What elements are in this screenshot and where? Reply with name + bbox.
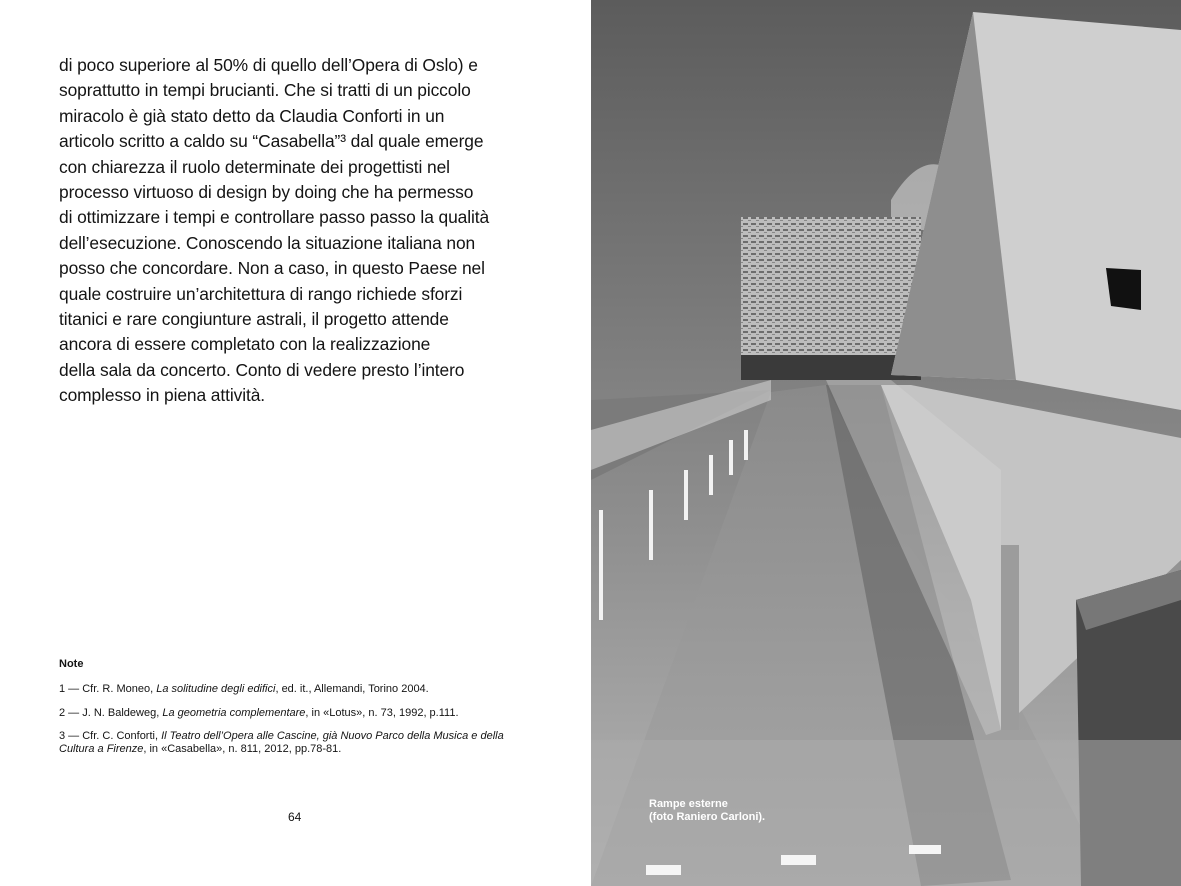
note-1	[59, 683, 539, 696]
body-line: di ottimizzare i tempi e controllare passo passo la qualità	[59, 207, 490, 228]
note-1-title: La solitudine degli edifici	[156, 683, 276, 695]
note-3-title: Il Teatro dell’Opera alle Cascine, già Nuovo Parco della Musica e della Cultura a Firenze	[59, 730, 504, 755]
ramp-photo	[591, 0, 1181, 886]
right-railing-post	[1001, 545, 1019, 730]
body-line: soprattutto in tempi brucianti. Che si tratti di un piccolo	[59, 80, 471, 101]
body-line: con chiarezza il ruolo determinate dei progettisti nel	[59, 156, 450, 177]
note-3	[59, 730, 539, 755]
body-line: miracolo è già stato detto da Claudia Conforti in un	[59, 105, 445, 126]
note-1-text: 1 — Cfr. R. Moneo,	[59, 683, 157, 695]
body-line: dell’esecuzione. Conoscendo la situazione italiana non	[59, 232, 476, 253]
note-2	[59, 707, 539, 720]
body-line: processo virtuoso di design by doing che ha permesso	[59, 182, 474, 203]
body-line: quale costruire un’architettura di rango richiede sforzi	[59, 283, 463, 304]
note-1-source: , ed. it., Allemandi, Torino 2004.	[275, 683, 429, 695]
notes-section	[59, 658, 539, 766]
ramp-photo-illustration	[591, 0, 1181, 886]
page-number: 64	[288, 810, 302, 824]
body-line: titanici e rare congiunture astrali, il progetto attende	[59, 309, 449, 330]
body-line: complesso in piena attività.	[59, 385, 265, 406]
notes-heading: Note	[59, 658, 84, 670]
body-line: della sala da concerto. Conto di vedere presto l’intero	[59, 359, 465, 380]
body-line: di poco superiore al 50% di quello dell’Opera di Oslo) e	[59, 55, 478, 75]
note-3-source: , in «Casabella», n. 811, 2012, pp.78-81.	[143, 742, 342, 755]
body-text	[59, 53, 559, 409]
body-line: articolo scritto a caldo su “Casabella”³ dal quale emerge	[59, 131, 484, 152]
caption-line-1: Rampe esterne	[649, 798, 728, 810]
body-line: ancora di essere completato con la realizzazione	[59, 334, 431, 355]
photo-caption	[649, 798, 765, 823]
note-3-text: 3 — Cfr. C. Conforti,	[59, 730, 162, 742]
distant-building-facade	[741, 217, 921, 360]
note-2-source: , in «Lotus», n. 73, 1992, p.111.	[305, 706, 459, 719]
body-line: posso che concordare. Non a caso, in questo Paese nel	[59, 258, 485, 279]
note-2-text: 2 — J. N. Baldeweg,	[59, 706, 163, 719]
caption-line-2: (foto Raniero Carloni).	[649, 810, 766, 823]
note-2-title: La geometria complementare	[162, 706, 306, 719]
opera-window	[1106, 268, 1141, 310]
